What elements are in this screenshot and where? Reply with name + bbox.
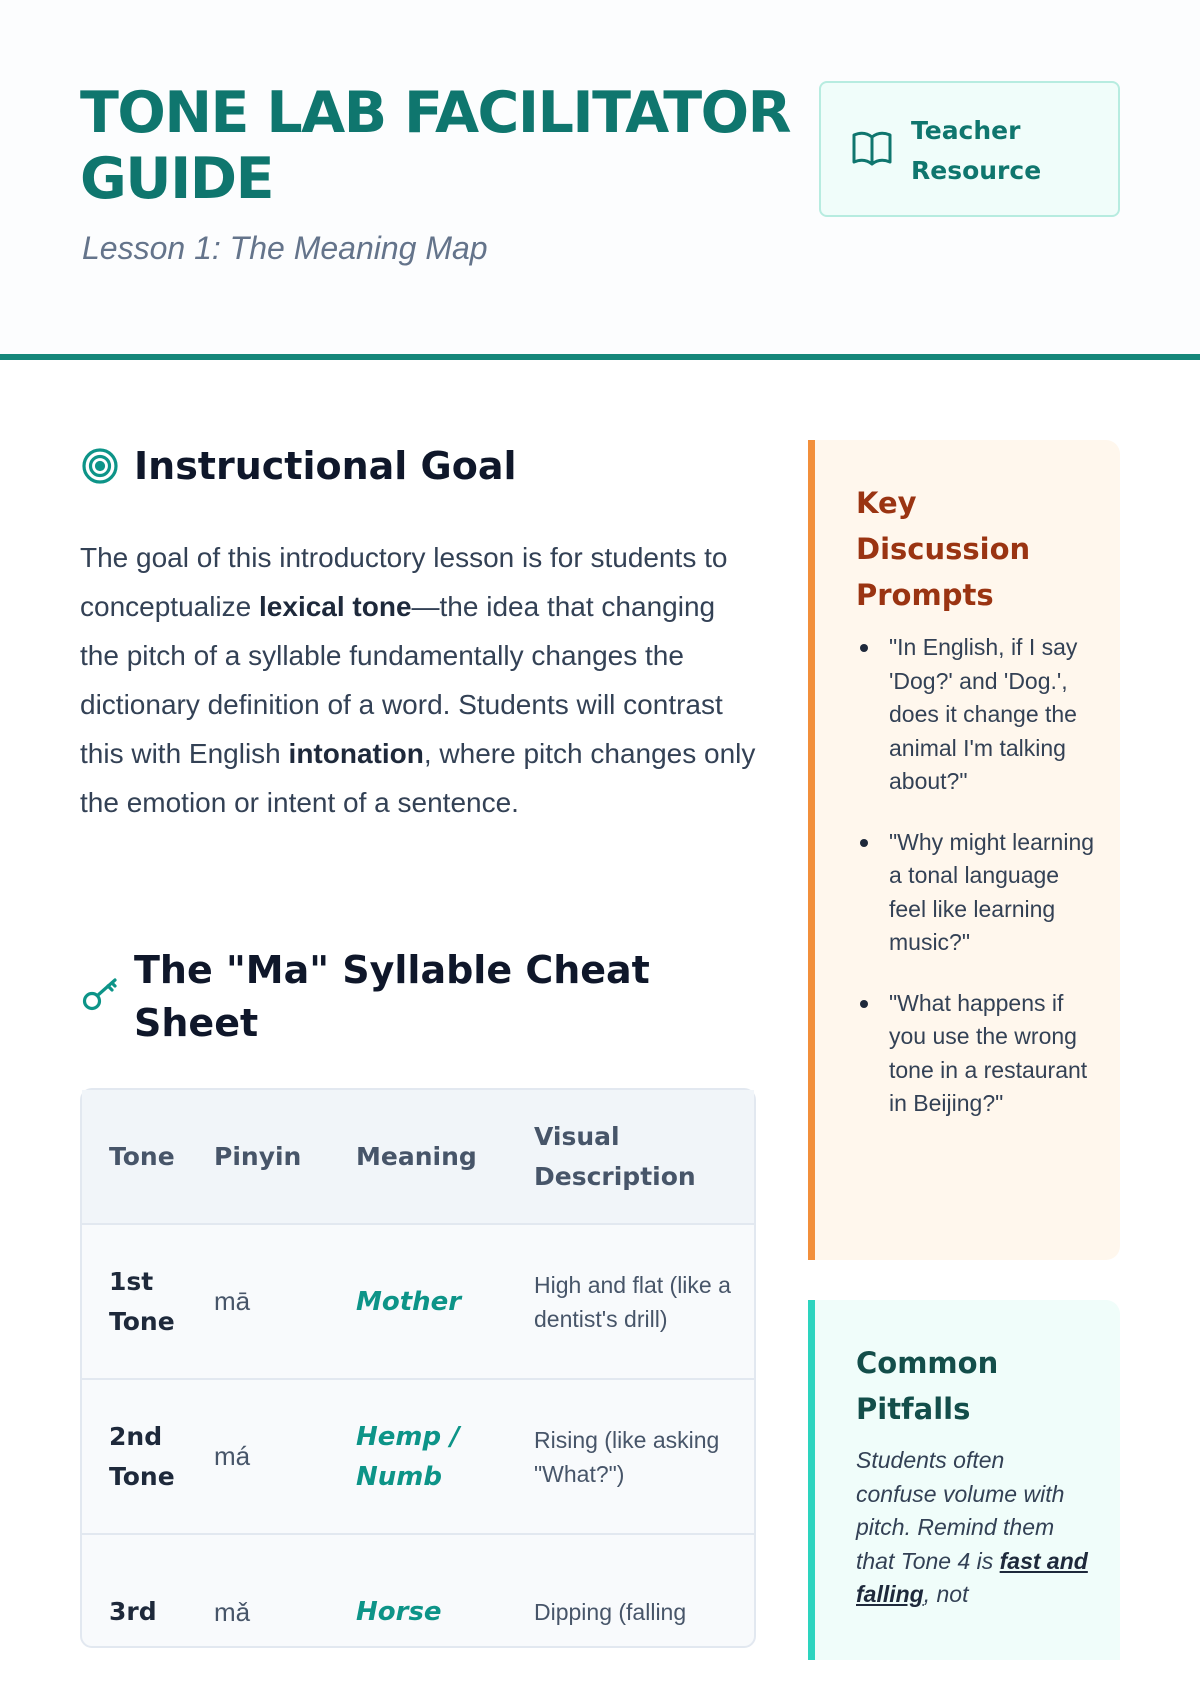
tone-cell: 2nd Tone bbox=[109, 1421, 175, 1491]
cheat-sheet-heading-row bbox=[80, 944, 760, 1050]
cheat-sheet-table bbox=[80, 1088, 756, 1648]
meaning-cell: Mother bbox=[356, 1286, 462, 1317]
table-row bbox=[82, 1379, 754, 1534]
goal-text-part: The goal of this introductory lesson is for students to conceptualize bbox=[80, 542, 728, 622]
pinyin-cell: má bbox=[214, 1441, 251, 1471]
goal-heading-row bbox=[80, 440, 517, 493]
discussion-prompts-callout bbox=[808, 440, 1120, 1260]
pitfalls-text-part: Students often confuse volume with pitch. Remind them that Tone 4 is bbox=[856, 1447, 1065, 1574]
target-icon bbox=[80, 446, 120, 486]
badge-label: Teacher Resource bbox=[911, 116, 1042, 185]
pitfalls-text bbox=[856, 1444, 1091, 1612]
column-header-tone: Tone bbox=[109, 1141, 175, 1171]
description-cell: High and flat (like a dentist's drill) bbox=[534, 1271, 731, 1332]
pinyin-cell: mā bbox=[214, 1286, 251, 1316]
table-row bbox=[82, 1224, 754, 1379]
meaning-cell: Horse bbox=[356, 1597, 442, 1627]
document-title: TONE LAB FACILITATOR GUIDE bbox=[80, 80, 790, 212]
table-row bbox=[82, 1534, 754, 1689]
prompts-heading: Key Discussion Prompts bbox=[856, 486, 1031, 612]
key-icon bbox=[80, 974, 120, 1014]
description-cell: Dipping (falling bbox=[534, 1599, 687, 1625]
teacher-resource-badge bbox=[819, 81, 1120, 217]
lesson-subtitle: Lesson 1: The Meaning Map bbox=[82, 230, 488, 266]
intonation-term: intonation bbox=[288, 738, 424, 769]
list-item: "In English, if I say 'Dog?' and 'Dog.', does it change the animal I'm talking about?" bbox=[856, 631, 1096, 799]
cheat-sheet-heading: The "Ma" Syllable Cheat Sheet bbox=[134, 948, 650, 1045]
column-header-meaning: Meaning bbox=[356, 1141, 477, 1171]
common-pitfalls-callout bbox=[808, 1300, 1120, 1660]
pitfalls-text-part: , not bbox=[923, 1581, 969, 1607]
goal-text-part: —the idea that changing the pitch of a syllable fundamentally changes the dictionary definition of a word. Students will contrast this with English bbox=[80, 591, 723, 769]
list-item: "What happens if you use the wrong tone in a restaurant in Beijing?" bbox=[856, 987, 1096, 1121]
column-header-visual-description: Visual Description bbox=[534, 1121, 696, 1191]
prompts-list bbox=[856, 631, 1096, 1148]
pitfalls-heading: Common Pitfalls bbox=[856, 1346, 999, 1426]
goal-paragraph bbox=[80, 533, 760, 827]
table-header-row bbox=[82, 1090, 754, 1224]
lexical-tone-term: lexical tone bbox=[259, 591, 412, 622]
open-book-icon bbox=[851, 129, 893, 169]
goal-heading: Instructional Goal bbox=[134, 444, 517, 488]
tone-cell: 3rd bbox=[109, 1597, 157, 1626]
tone-cell: 1st Tone bbox=[109, 1266, 175, 1336]
column-header-pinyin: Pinyin bbox=[214, 1141, 302, 1171]
goal-text-part: , where pitch changes only the emotion or intent of a sentence. bbox=[80, 738, 756, 818]
description-cell: Rising (like asking "What?") bbox=[534, 1426, 720, 1487]
page-header bbox=[0, 0, 1200, 360]
pitfalls-emphasis: fast and falling bbox=[856, 1547, 1088, 1607]
list-item: "Why might learning a tonal language feel like learning music?" bbox=[856, 826, 1096, 960]
pinyin-cell: mǎ bbox=[214, 1596, 251, 1627]
meaning-cell: Hemp / Numb bbox=[356, 1421, 460, 1492]
